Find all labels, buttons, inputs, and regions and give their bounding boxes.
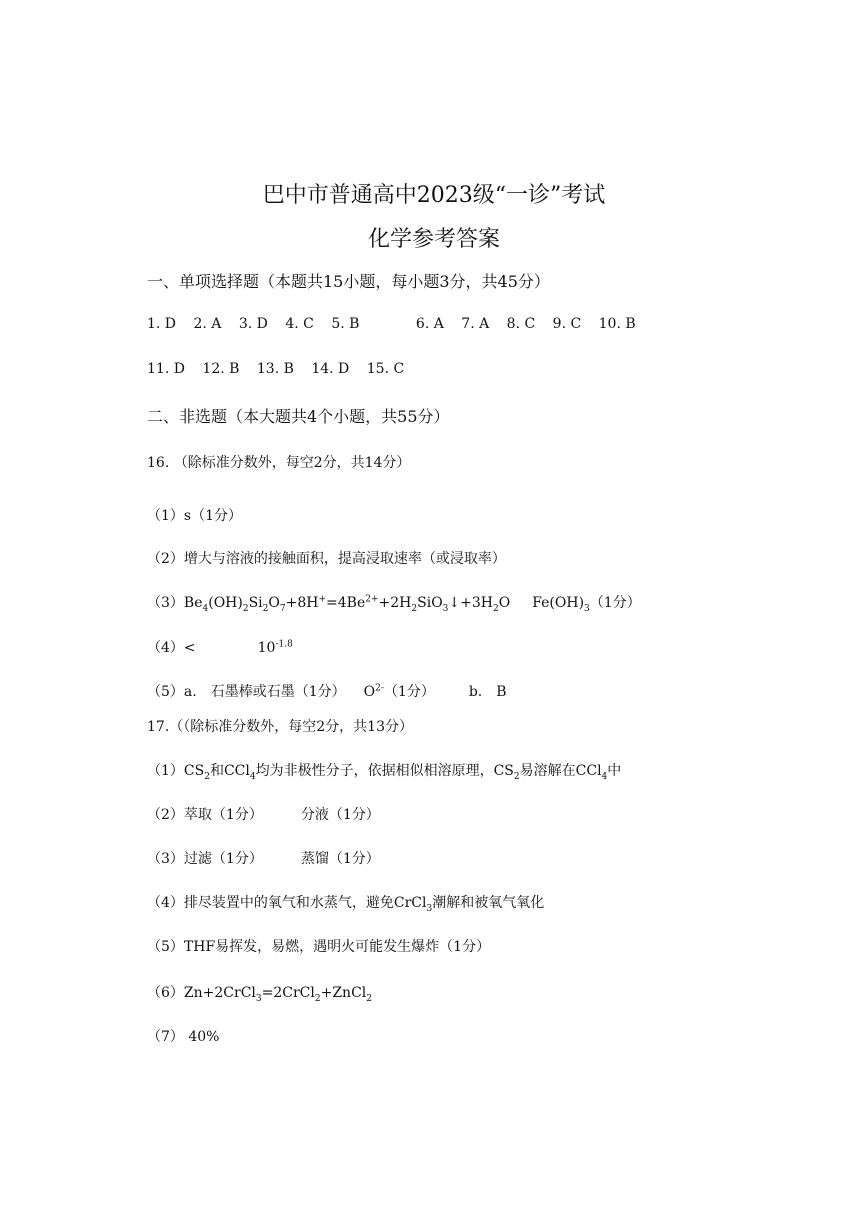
- answer: 11. D: [147, 361, 185, 377]
- answer: 6. A: [415, 316, 444, 332]
- q17-answer-1: $(1)CS_2$和CCl$_4$均为非极性分子，依据相似相溶原理，$CS_2$易溶解在CCl$_4$中: [147, 763, 622, 782]
- q16-answer-3: $(3)Be_4(OH)_2Si_2O_7+8H^+=4Be^{2+}+2H_2SiO_3↓+3H_2O$ $Fe(OH)_3(1$分）: [147, 594, 641, 614]
- answer: 9. C: [552, 316, 582, 332]
- page-title: 巴中市普通高中2023级“一诊”考试: [262, 183, 606, 208]
- q17-answer-3: （3）过滤（1分） 蒸馏（1分）: [147, 851, 380, 867]
- answers-row-1: [147, 316, 636, 332]
- q16-answer-5: （5）a. 石墨棒或石墨（1分） $O^{2-}(1$分） b. B: [147, 683, 507, 700]
- answer: 7. A: [461, 316, 490, 332]
- answer: 8. C: [506, 316, 536, 332]
- q16-answer-2: （2）增大与溶液的接触面积，提高浸取速率（或浸取率）: [147, 551, 506, 567]
- answer: 2. A: [193, 316, 222, 332]
- answer: 13. B: [256, 361, 294, 377]
- section2-heading: 二、非选题（本大题共4个小题，共55分）: [147, 407, 450, 426]
- answer: 5. B: [331, 316, 360, 332]
- answer: 1. D: [147, 316, 177, 332]
- answer: 3. D: [238, 316, 268, 332]
- q17-answer-4: （4）排尽装置中的氧气和水蒸气，避免CrCl$_3$潮解和被氧气氧化: [147, 895, 545, 914]
- answers-row-2: [147, 361, 404, 377]
- q17-answer-6: （6）Zn+2CrCl$_3$=2CrCl$_2$+ZnCl$_2$: [147, 985, 372, 1004]
- answer: 12. B: [202, 361, 240, 377]
- chemical-equation: $Be_4(OH)_2Si_2O_7+8H^+=4Be^{2+}+2H_2SiO_3↓+3H_2O$: [183, 594, 511, 614]
- q16-answer-4: $(4)< 10^{-1.8}$: [147, 639, 293, 656]
- page-subtitle: 化学参考答案: [367, 227, 500, 252]
- formula: $Fe(OH)_3(1$分）: [532, 595, 641, 614]
- section1-heading: 一、单项选择题（本题共15小题，每小题3分，共45分）: [147, 272, 550, 291]
- answer: 15. C: [366, 361, 405, 377]
- q17-answer-5: （5）THF易挥发，易燃，遇明火可能发生爆炸（1分）: [147, 939, 491, 955]
- q17-answer-2: （2）萃取（1分） 分液（1分）: [147, 807, 380, 823]
- answer: 14. D: [311, 361, 350, 377]
- q17-header: 17.（（除标准分数外，每空2分，共13分）: [147, 719, 413, 735]
- q17-answer-7: （7） 40%: [147, 1029, 220, 1045]
- q16-answer-1: （1）s（1分）: [147, 508, 242, 524]
- answer: 4. C: [285, 316, 314, 332]
- answer: 10. B: [598, 316, 636, 332]
- q16-header: 16. （除标准分数外，每空2分，共14分）: [147, 455, 411, 471]
